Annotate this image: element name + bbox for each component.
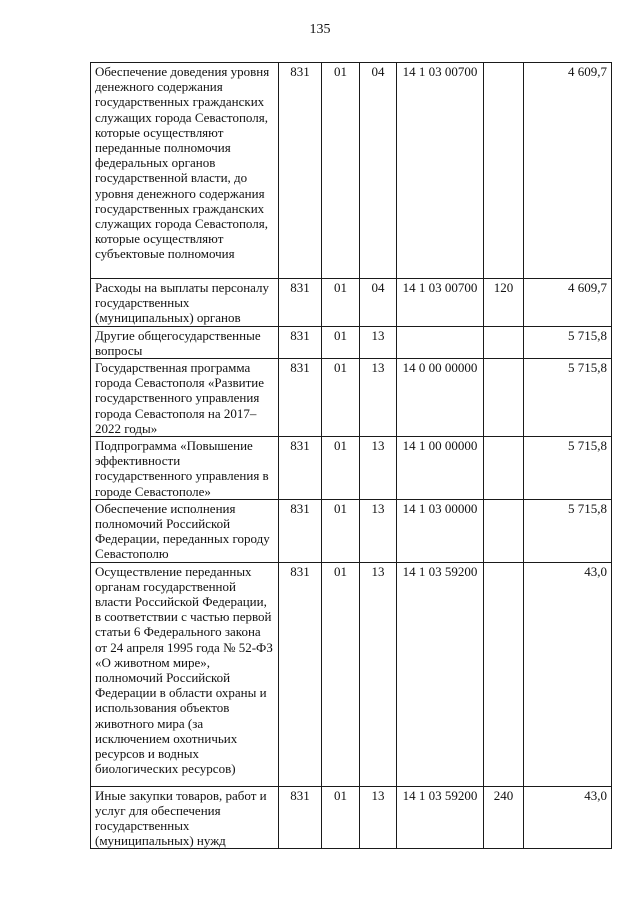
ministry-code-cell: 831	[279, 499, 322, 562]
amount-cell: 5 715,8	[524, 499, 612, 562]
target-article-cell: 14 1 00 00000	[397, 437, 484, 500]
amount-cell: 43,0	[524, 562, 612, 786]
amount-cell: 4 609,7	[524, 279, 612, 327]
subsection-code-cell: 13	[360, 437, 397, 500]
ministry-code-cell: 831	[279, 63, 322, 279]
expense-name-cell: Подпрограмма «Повышение эффективности государственного управления в городе Севастополе»	[91, 437, 279, 500]
table-row	[91, 63, 612, 279]
target-article-cell: 14 1 03 59200	[397, 786, 484, 849]
table-row	[91, 359, 612, 437]
amount-cell: 43,0	[524, 786, 612, 849]
expense-type-cell	[484, 359, 524, 437]
table-row	[91, 437, 612, 500]
table-row	[91, 499, 612, 562]
ministry-code-cell: 831	[279, 437, 322, 500]
expense-type-cell	[484, 326, 524, 358]
expense-type-cell	[484, 562, 524, 786]
expense-name-cell: Государственная программа города Севастополя «Развитие государственного управления города Севастополя на 2017–2022 годы»	[91, 359, 279, 437]
section-code-cell: 01	[322, 359, 360, 437]
target-article-cell: 14 1 03 00700	[397, 63, 484, 279]
section-code-cell: 01	[322, 786, 360, 849]
section-code-cell: 01	[322, 326, 360, 358]
table-row	[91, 562, 612, 786]
ministry-code-cell: 831	[279, 786, 322, 849]
expense-type-cell: 120	[484, 279, 524, 327]
target-article-cell: 14 1 03 00000	[397, 499, 484, 562]
table-row	[91, 786, 612, 849]
budget-table	[90, 62, 612, 849]
target-article-cell: 14 0 00 00000	[397, 359, 484, 437]
amount-cell: 5 715,8	[524, 437, 612, 500]
ministry-code-cell: 831	[279, 562, 322, 786]
subsection-code-cell: 13	[360, 359, 397, 437]
expense-type-cell	[484, 437, 524, 500]
table-row	[91, 326, 612, 358]
amount-cell: 5 715,8	[524, 326, 612, 358]
subsection-code-cell: 13	[360, 499, 397, 562]
amount-cell: 4 609,7	[524, 63, 612, 279]
page-number: 135	[309, 22, 331, 37]
expense-type-cell	[484, 499, 524, 562]
ministry-code-cell: 831	[279, 326, 322, 358]
expense-name-cell: Иные закупки товаров, работ и услуг для обеспечения государственных (муниципальных) нужд	[91, 786, 279, 849]
subsection-code-cell: 13	[360, 326, 397, 358]
expense-type-cell: 240	[484, 786, 524, 849]
subsection-code-cell: 04	[360, 63, 397, 279]
subsection-code-cell: 13	[360, 562, 397, 786]
expense-type-cell	[484, 63, 524, 279]
target-article-cell	[397, 326, 484, 358]
expense-name-cell: Расходы на выплаты персоналу государственных (муниципальных) органов	[91, 279, 279, 327]
expense-name-cell: Обеспечение доведения уровня денежного содержания государственных гражданских служащих города Севастополя, которые осуществляют переданные полномочия федеральных органов государственной власти, до уровня денежного содержания государственных гражданских служащих города Севастополя, которые осуществляют субъектовые полномочия	[91, 63, 279, 279]
ministry-code-cell: 831	[279, 359, 322, 437]
table-row	[91, 279, 612, 327]
section-code-cell: 01	[322, 279, 360, 327]
section-code-cell: 01	[322, 499, 360, 562]
subsection-code-cell: 13	[360, 786, 397, 849]
target-article-cell: 14 1 03 59200	[397, 562, 484, 786]
ministry-code-cell: 831	[279, 279, 322, 327]
amount-cell: 5 715,8	[524, 359, 612, 437]
expense-name-cell: Обеспечение исполнения полномочий Российской Федерации, переданных городу Севастополю	[91, 499, 279, 562]
expense-name-cell: Осуществление переданных органам государственной власти Российской Федерации, в соответствии с частью первой статьи 6 Федерального закона от 24 апреля 1995 года № 52-ФЗ «О животном мире», полномочий Российской Федерации в области охраны и использования объектов животного мира (за исключением охотничьих ресурсов и водных биологических ресурсов)	[91, 562, 279, 786]
expense-name-cell: Другие общегосударственные вопросы	[91, 326, 279, 358]
section-code-cell: 01	[322, 437, 360, 500]
subsection-code-cell: 04	[360, 279, 397, 327]
section-code-cell: 01	[322, 63, 360, 279]
target-article-cell: 14 1 03 00700	[397, 279, 484, 327]
section-code-cell: 01	[322, 562, 360, 786]
